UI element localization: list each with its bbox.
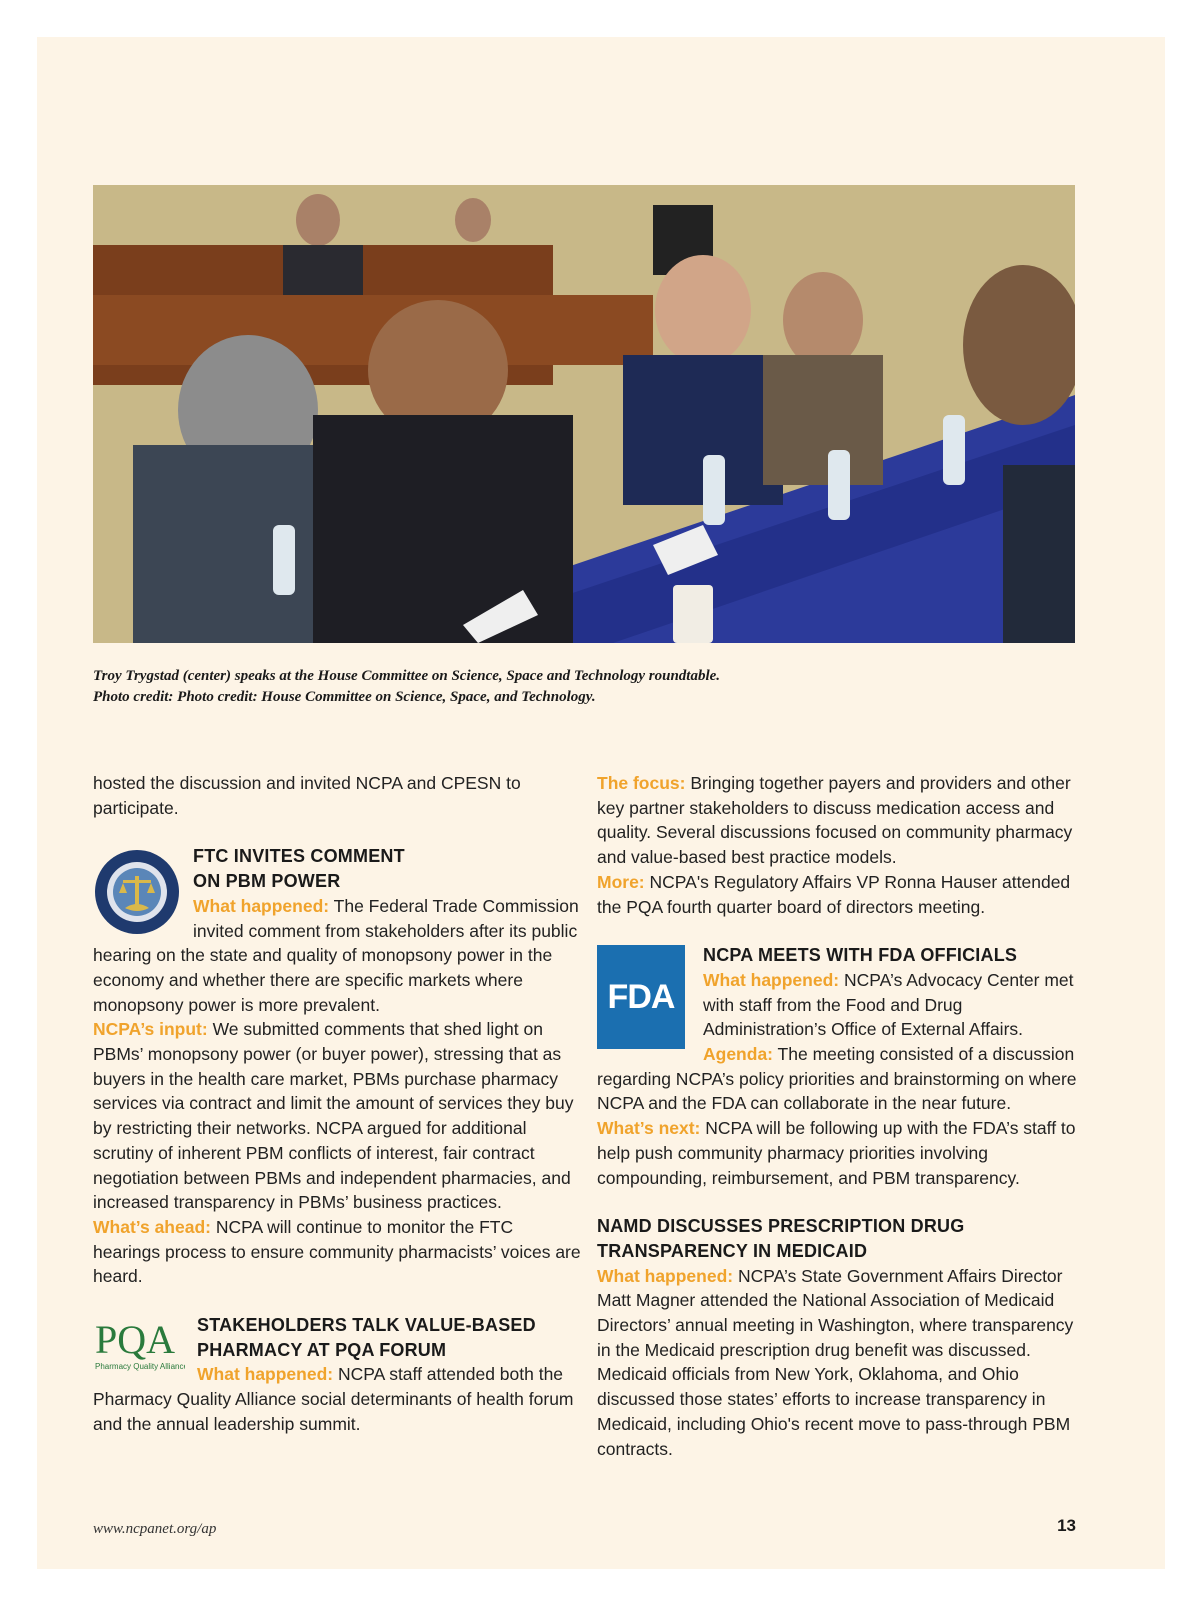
namd-heading-line-2: TRANSPARENCY IN MEDICAID: [597, 1240, 868, 1261]
pqa-what-happened-label: What happened:: [197, 1364, 334, 1385]
ftc-ahead: [93, 1215, 583, 1289]
ftc-what-happened-text: The Federal Trade Commission invited comment from stakeholders after its public hearing on the state and quality of monopsony power in the economy and whether there are specific markets where monopsony power is more prevalent.: [93, 895, 579, 1015]
pqa-what-happened-text: NCPA staff attended both the Pharmacy Quality Alliance social determinants of health forum and the annual leadership summit.: [93, 1364, 574, 1434]
fda-what-happened-label: What happened:: [703, 969, 840, 990]
photo-illustration: [93, 185, 1075, 643]
fda-heading: NCPA MEETS WITH FDA OFFICIALS: [703, 945, 1018, 966]
ftc-what-happened-label: What happened:: [193, 895, 330, 916]
fda-logo-text: FDA: [607, 977, 675, 1016]
pqa-continued: [597, 771, 1077, 919]
caption-line-2: Photo credit: Photo credit: House Committee on Science, Space, and Technology.: [93, 689, 596, 705]
namd-heading: [597, 1214, 1077, 1263]
pqa-logo: [93, 1317, 185, 1375]
pqa-section: [93, 1313, 583, 1437]
ftc-input-text: We submitted comments that shed light on PBMs’ monopsony power (or buyer power), stressing that as buyers in the health care market, PBMs purchase pharmacy services via contract and limit the amount of services they buy by restricting their networks. NCPA argued for additional scrutiny of inherent PBM conflicts of interest, fair contract negotiation between PBMs and independent pharmacies, and increased transparency in PBMs’ business practices.: [93, 1019, 574, 1213]
ftc-input-label: NCPA’s input:: [93, 1019, 208, 1040]
ftc-ahead-text: NCPA will continue to monitor the FTC hearings process to ensure community pharmacists’ voices are heard.: [93, 1216, 581, 1287]
roundtable-photo: [93, 185, 1075, 643]
ftc-input: [93, 1017, 583, 1215]
fda-next-label: What’s next:: [597, 1118, 701, 1139]
caption-line-1: Troy Trygstad (center) speaks at the House Committee on Science, Space and Technology roundtable.: [93, 668, 721, 684]
namd-what-happened-text: NCPA’s State Government Affairs Director Matt Magner attended the National Association of Medicaid Directors’ annual meeting in Washington, where transparency in the Medicaid prescription drug benefit was discussed. Medicaid officials from New York, Oklahoma, and Ohio discussed those states’ efforts to increase transparency in Medicaid, including Ohio's recent move to pass-through PBM contracts.: [597, 1265, 1074, 1459]
fda-next: [597, 1116, 1077, 1190]
pqa-logo-subtext: Pharmacy Quality Alliance: [95, 1362, 185, 1372]
fda-logo: [597, 945, 685, 1049]
footer-url[interactable]: www.ncpanet.org/ap: [93, 1521, 217, 1537]
pqa-more-label: More:: [597, 871, 645, 892]
fda-agenda-text: The meeting consisted of a discussion regarding NCPA’s policy priorities and brainstorming on where NCPA and the FDA can collaborate in the near future.: [597, 1044, 1077, 1114]
fda-agenda-label: Agenda:: [703, 1044, 773, 1065]
namd-what-happened: [597, 1264, 1077, 1462]
fda-section: [597, 943, 1077, 1190]
fda-next-text: NCPA will be following up with the FDA’s staff to help push community pharmacy priorities involving compounding, reimbursement, and PBM transparency.: [597, 1118, 1076, 1188]
namd-heading-line-1: NAMD DISCUSSES PRESCRIPTION DRUG: [597, 1216, 965, 1237]
namd-section: [597, 1214, 1077, 1461]
left-column: [93, 771, 583, 1437]
pqa-more-text: NCPA's Regulatory Affairs VP Ronna Hauser attended the PQA fourth quarter board of directors meeting.: [597, 871, 1071, 917]
pqa-heading-line-2: PHARMACY AT PQA FORUM: [197, 1339, 447, 1360]
right-column: [597, 771, 1077, 1461]
ftc-heading-line-2: ON PBM POWER: [193, 871, 341, 892]
pqa-heading-line-1: STAKEHOLDERS TALK VALUE-BASED: [197, 1315, 536, 1336]
pqa-more: [597, 870, 1077, 919]
pqa-logo-text: PQA: [95, 1317, 176, 1363]
pqa-focus-text: Bringing together payers and providers and other key partner stakeholders to discuss medication access and quality. Several discussions focused on community pharmacy and value-based best practice models.: [597, 773, 1073, 868]
namd-what-happened-label: What happened:: [597, 1265, 734, 1286]
page-number: 13: [1057, 1516, 1076, 1535]
pqa-focus-label: The focus:: [597, 773, 686, 793]
fda-what-happened-text: NCPA’s Advocacy Center met with staff from the Food and Drug Administration’s Office of External Affairs.: [703, 969, 1074, 1040]
fda-agenda: [597, 1042, 1077, 1116]
intro-text: hosted the discussion and invited NCPA and CPESN to participate.: [93, 773, 521, 818]
ftc-heading-line-1: FTC INVITES COMMENT: [193, 846, 405, 867]
ftc-ahead-label: What’s ahead:: [93, 1216, 211, 1237]
pqa-focus: [597, 771, 1077, 870]
ftc-seal-icon: [93, 848, 181, 936]
ftc-section: [93, 844, 583, 1289]
photo-caption: [93, 666, 1075, 708]
